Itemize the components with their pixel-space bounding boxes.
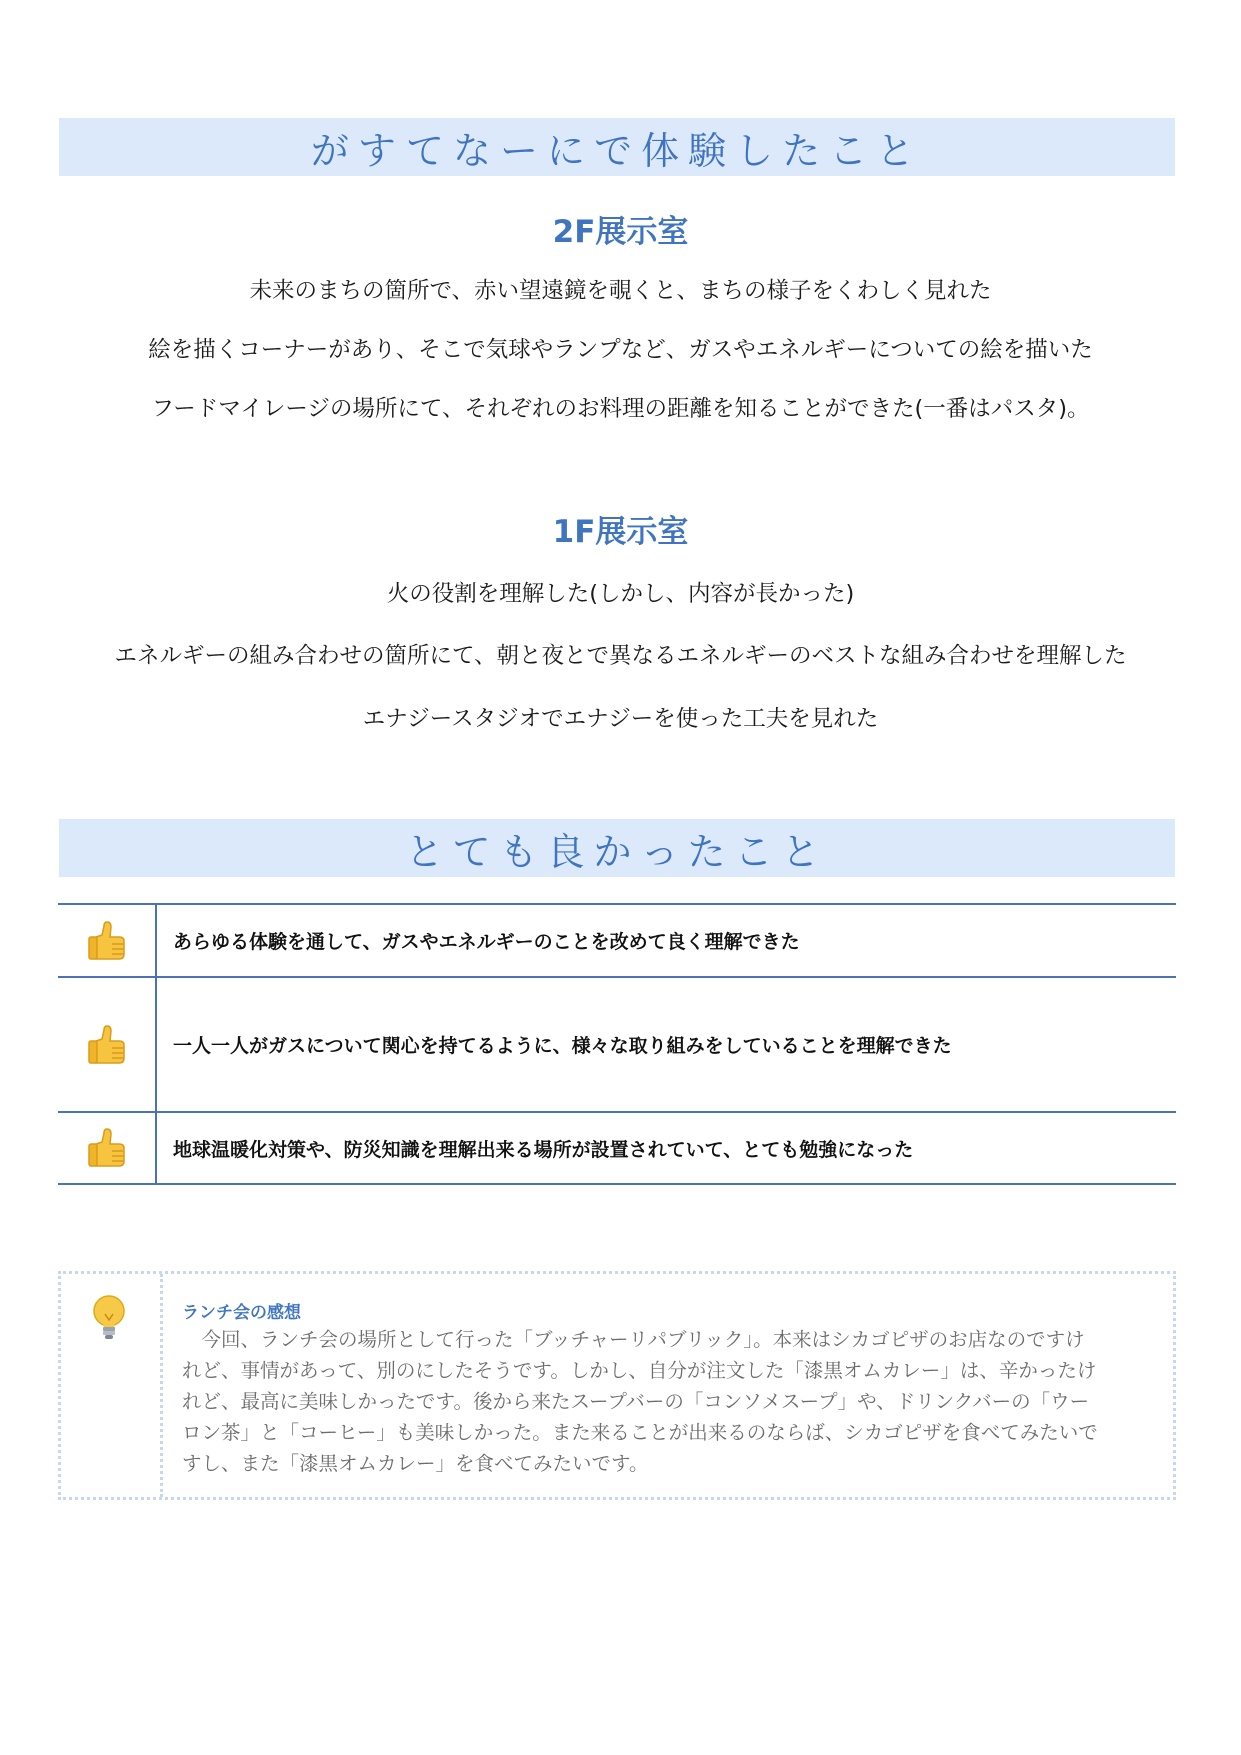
floor-2f-line-1: 未来のまちの箇所で、赤い望遠鏡を覗くと、まちの様子をくわしく見れた: [249, 278, 992, 304]
table-row: [58, 978, 1176, 1113]
table-row: [58, 905, 1176, 978]
floor-1f-heading: 1F展示室: [552, 514, 689, 550]
floor-2f-line-3: フードマイレージの場所にて、それぞれのお料理の距離を知ることができた(一番はパスタ)。: [151, 396, 1090, 422]
floor-2f-heading: 2F展示室: [552, 214, 689, 250]
floor-1f-line-2: エネルギーの組み合わせの箇所にて、朝と夜とで異なるエネルギーのベストな組み合わせを理解した: [114, 643, 1127, 669]
thumbs-up-icon: [86, 1023, 128, 1067]
lunch-line: ロン茶」と「コーヒー」も美味しかった。また来ることが出来るのならば、シカゴピザを食べてみたいで: [182, 1421, 1098, 1444]
icon-cell: [58, 978, 157, 1111]
table-row: [58, 1113, 1176, 1185]
lunch-impression-box: [58, 1271, 1176, 1500]
experience-banner: がすてなーにで体験したこと: [59, 118, 1175, 176]
lunch-line: れど、最高に美味しかったです。後から来たスープバーの「コンソメスープ」や、ドリンクバーの「ウー: [182, 1390, 1090, 1413]
icon-cell: [58, 905, 157, 976]
floor-2f-line-2: 絵を描くコーナーがあり、そこで気球やランプなど、ガスやエネルギーについての絵を描いた: [148, 337, 1093, 363]
thumbs-up-icon: [86, 919, 128, 963]
lunch-title: ランチ会の感想: [182, 1303, 301, 1323]
lunch-line: れど、事情があって、別のにしたそうです。しかし、自分が注文した「漆黒オムカレー」は、辛かったけ: [182, 1359, 1097, 1382]
lunch-line: 今回、ランチ会の場所として行った「ブッチャーリパブリック」。本来はシカゴピザのお店なのですけ: [182, 1328, 1085, 1351]
lunch-body: [182, 1324, 1167, 1479]
good-thing-text: 一人一人がガスについて関心を持てるように、様々な取り組みをしていることを理解できた: [173, 1035, 952, 1057]
good-things-table: [58, 903, 1176, 1185]
thumbs-up-icon: [86, 1126, 128, 1170]
lightbulb-icon: [92, 1294, 126, 1342]
good-thing-text: あらゆる体験を通して、ガスやエネルギーのことを改めて良く理解できた: [173, 931, 800, 953]
floor-1f-line-3: エナジースタジオでエナジーを使った工夫を見れた: [362, 706, 879, 732]
lunch-line: すし、また「漆黒オムカレー」を食べてみたいです。: [182, 1452, 649, 1475]
good-things-banner: とても良かったこと: [59, 819, 1175, 877]
floor-1f-line-1: 火の役割を理解した(しかし、内容が長かった): [386, 581, 855, 607]
divider: [160, 1274, 163, 1497]
good-thing-text: 地球温暖化対策や、防災知識を理解出来る場所が設置されていて、とても勉強になった: [173, 1138, 914, 1161]
icon-cell: [58, 1113, 157, 1183]
